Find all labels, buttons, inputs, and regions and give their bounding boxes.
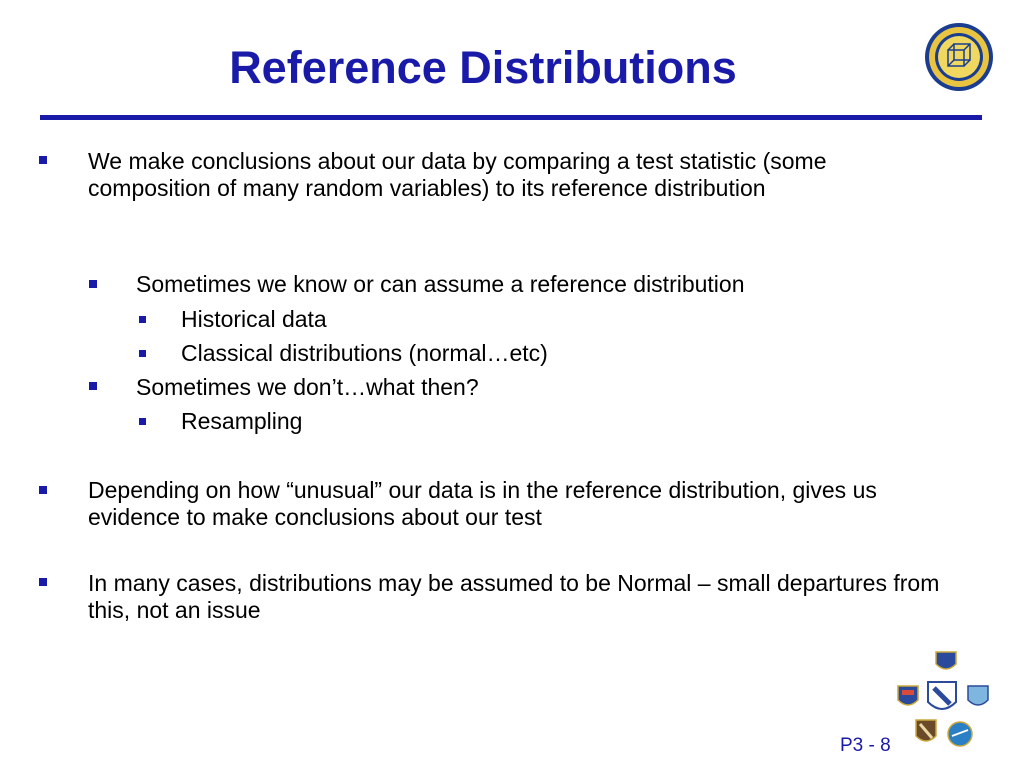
bullet-text-level1: In many cases, distributions may be assumed to be Normal – small departures from this, not an issue <box>88 570 940 623</box>
bullet-text-level1: Depending on how “unusual” our data is in the reference distribution, gives us evidence to make conclusions about our test <box>88 477 877 530</box>
bullet-marker <box>39 486 47 494</box>
bullet-marker <box>39 578 47 586</box>
bullet-text-level3: Classical distributions (normal…etc) <box>181 340 548 366</box>
bullet-marker <box>139 350 146 357</box>
bullet-marker <box>89 382 97 390</box>
air-force-emblems-icon <box>888 648 1000 760</box>
bullet-text-level2: Sometimes we know or can assume a reference distribution <box>136 271 745 297</box>
bullet-marker <box>89 280 97 288</box>
bullet-marker <box>139 418 146 425</box>
bullet-text-level3: Historical data <box>181 306 327 332</box>
bullet-marker <box>39 156 47 164</box>
bullet-text-level1: We make conclusions about our data by comparing a test statistic (some composition of many random variables) to its reference distribution <box>88 148 827 201</box>
bullet-marker <box>139 316 146 323</box>
bullet-text-level2: Sometimes we don’t…what then? <box>136 374 479 400</box>
slide-title: Reference Distributions <box>229 42 737 93</box>
bullet-text-level3: Resampling <box>181 408 303 434</box>
page-number: P3 - 8 <box>840 735 891 756</box>
